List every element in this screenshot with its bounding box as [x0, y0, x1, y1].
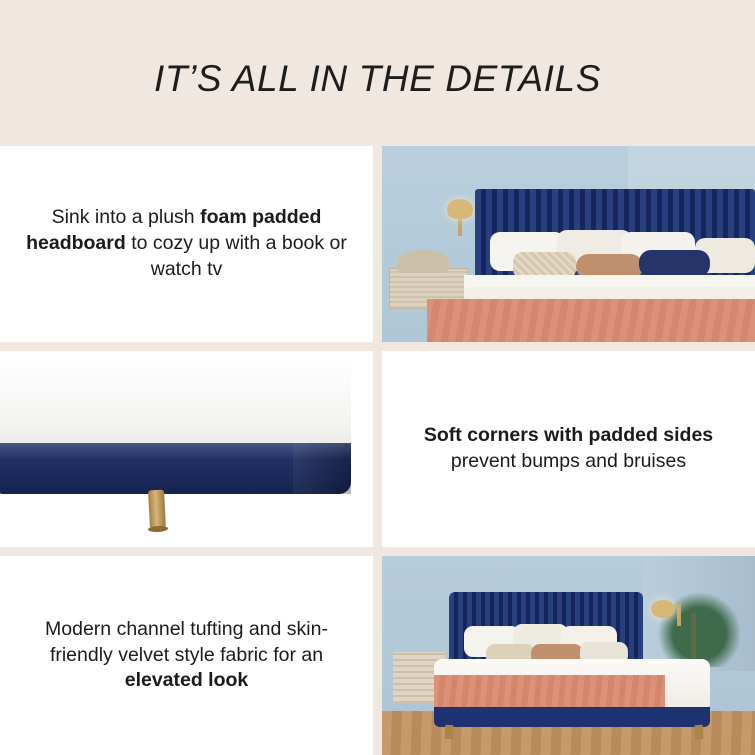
sconce-arm: [677, 604, 681, 626]
feature-text-1-part-3: to cozy up with a book or watch tv: [125, 232, 347, 280]
throw-blanket: [434, 675, 665, 709]
padded-side-highlight: [0, 443, 351, 459]
wooden-bed-leg: [148, 490, 166, 530]
grid-gutter-horizontal-2b: [382, 547, 755, 556]
plant-pot: [397, 250, 449, 274]
mattress-top: [0, 359, 351, 453]
feature-text-1: [26, 205, 347, 283]
grid-gutter-cross-1: [373, 342, 382, 351]
feature-image-soft-corners: [0, 351, 373, 547]
feature-image-foam-padded-headboard: [382, 146, 755, 342]
page-title: IT’S ALL IN THE DETAILS: [154, 58, 601, 99]
feature-text-1-part-1: Sink into a plush: [51, 206, 201, 229]
feature-text-2-highlight: Soft corners with padded sides: [423, 424, 714, 447]
feature-text-2: [408, 423, 729, 475]
feature-text-1-highlight: foam padded headboard: [26, 206, 322, 255]
feature-text-soft-corners: [382, 351, 755, 547]
feature-text-3-highlight: elevated look: [124, 669, 249, 692]
wall-sconce-light-icon: [447, 199, 473, 219]
feature-grid: [0, 146, 755, 755]
feature-image-channel-tufting: [382, 556, 755, 755]
grid-gutter-vertical-1: [373, 146, 382, 342]
navy-pillow: [639, 250, 710, 277]
grid-gutter-horizontal-2a: [0, 547, 373, 556]
grid-gutter-cross-2: [373, 547, 382, 556]
feature-text-2-part-2: prevent bumps and bruises: [450, 450, 687, 472]
grid-gutter-horizontal-1b: [382, 342, 755, 351]
wooden-bed-leg: [445, 725, 454, 739]
grid-gutter-vertical-2: [373, 351, 382, 547]
wooden-bed-leg: [695, 725, 704, 739]
throw-blanket: [427, 299, 755, 342]
feature-text-foam-padded-headboard: [0, 146, 373, 342]
grid-gutter-horizontal-1a: [0, 342, 373, 351]
feature-text-3-part-1: Modern channel tufting and skin-friendly velvet style fabric for an: [45, 617, 328, 666]
upholstered-bed-base: [434, 707, 710, 727]
wall-sconce-light-icon: [651, 600, 675, 618]
navy-channel-tufted-headboard-bed-photo: [382, 146, 755, 342]
feature-text-channel-tufting: [0, 556, 373, 755]
palm-plant: [651, 584, 748, 668]
grid-gutter-vertical-3: [373, 556, 382, 755]
feature-text-3: [26, 617, 347, 695]
styled-bedroom-navy-velvet-bed-photo: [382, 556, 755, 755]
bed-corner-padded-side-wooden-leg-photo: [0, 351, 373, 547]
